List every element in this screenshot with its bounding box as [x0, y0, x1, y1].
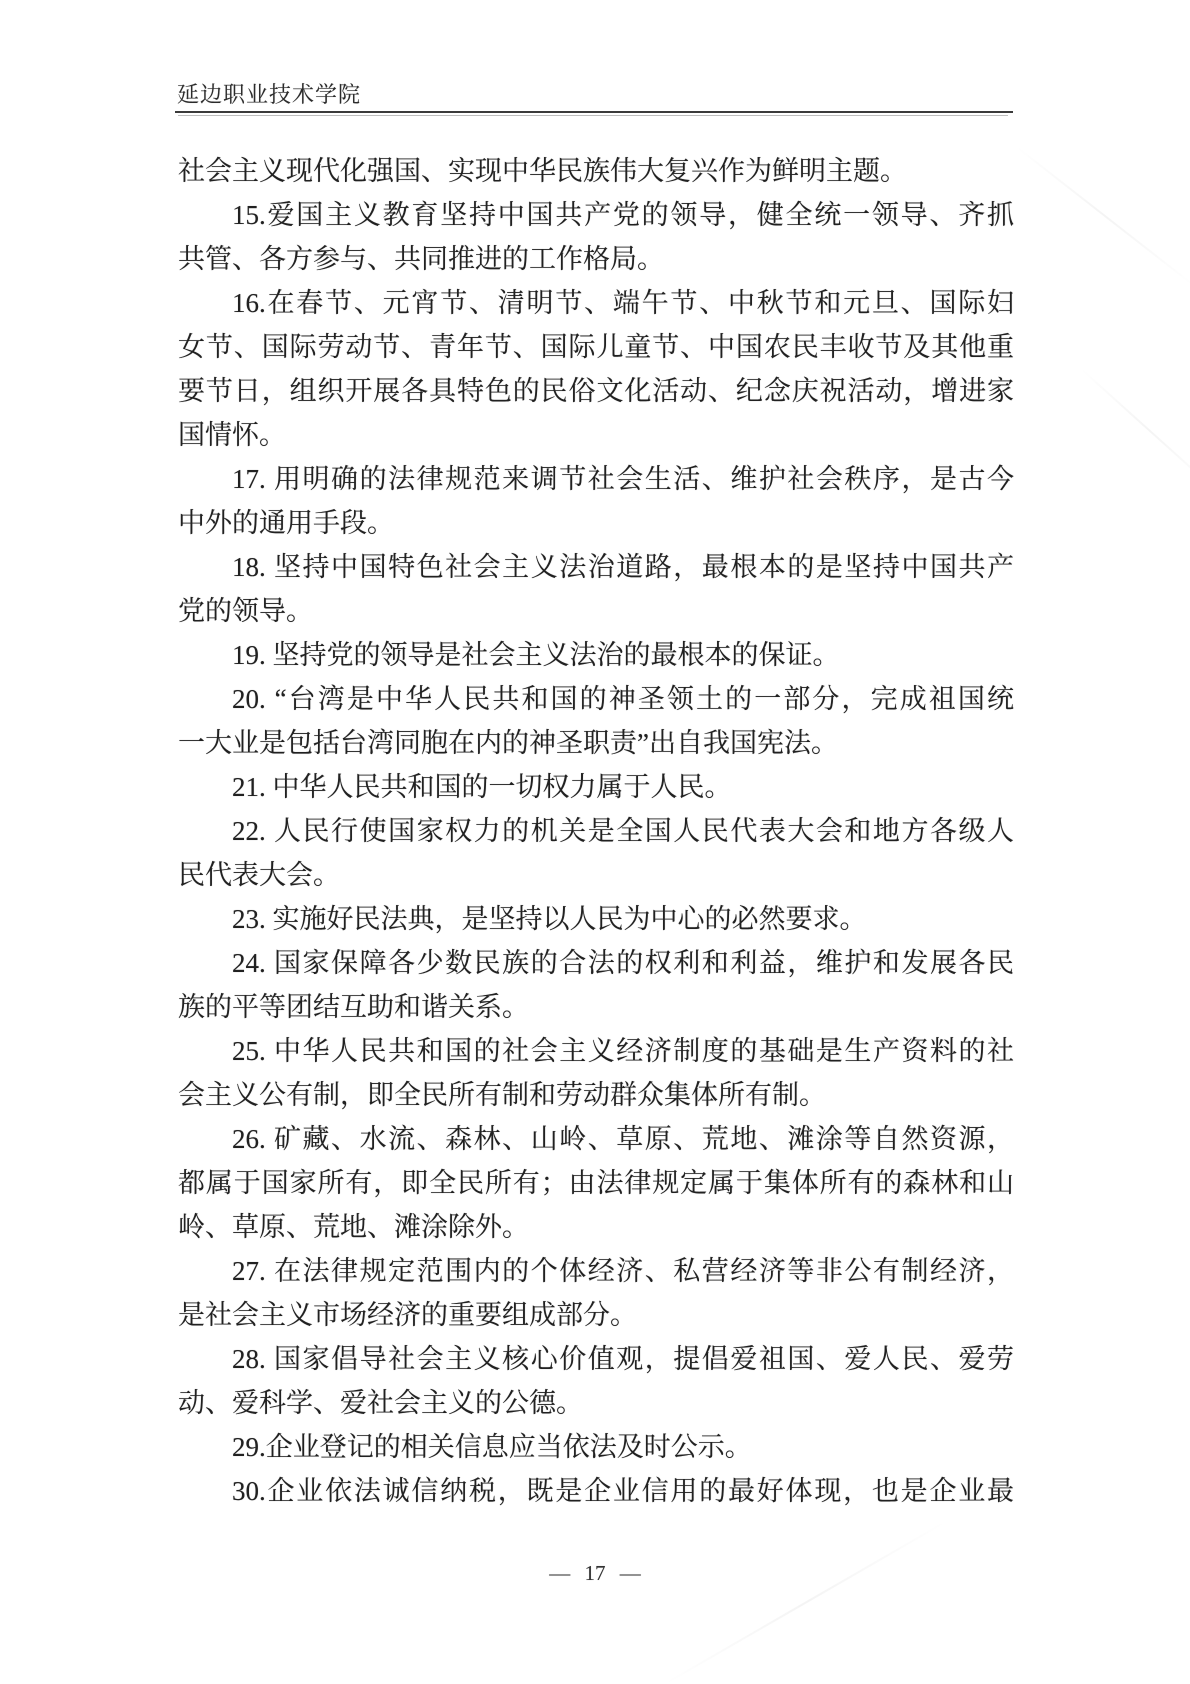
institution-name: 延边职业技术学院	[177, 82, 362, 107]
text-line: 28. 国家倡导社会主义核心价值观，提倡爱祖国、爱人民、爱劳	[232, 1344, 1014, 1374]
page-number: — 17 —	[549, 1561, 641, 1585]
text-line: 民代表大会。	[178, 860, 340, 890]
text-line: 19. 坚持党的领导是社会主义法治的最根本的保证。	[232, 640, 840, 670]
text-line: 女节、国际劳动节、青年节、国际儿童节、中国农民丰收节及其他重	[178, 332, 1014, 362]
text-line: 24. 国家保障各少数民族的合法的权利和利益，维护和发展各民	[232, 948, 1014, 978]
text-line: 党的领导。	[178, 596, 313, 626]
text-line: 22. 人民行使国家权力的机关是全国人民代表大会和地方各级人	[232, 816, 1014, 846]
scan-artifact	[1079, 367, 1190, 496]
text-line: 是社会主义市场经济的重要组成部分。	[178, 1300, 637, 1330]
text-line: 30.企业依法诚信纳税，既是企业信用的最好体现，也是企业最	[232, 1476, 1014, 1506]
text-line: 共管、各方参与、共同推进的工作格局。	[178, 244, 664, 274]
text-line: 17. 用明确的法律规范来调节社会生活、维护社会秩序，是古今	[232, 464, 1014, 494]
text-line: 都属于国家所有，即全民所有；由法律规定属于集体所有的森林和山	[178, 1168, 1014, 1198]
text-line: 一大业是包括台湾同胞在内的神圣职责”出自我国宪法。	[178, 728, 838, 758]
text-line: 国情怀。	[178, 420, 286, 450]
page-footer	[0, 1558, 1190, 1588]
text-line: 动、爱科学、爱社会主义的公德。	[178, 1388, 583, 1418]
text-line: 26. 矿藏、水流、森林、山岭、草原、荒地、滩涂等自然资源，	[232, 1124, 1014, 1154]
text-line: 岭、草原、荒地、滩涂除外。	[178, 1212, 529, 1242]
text-line: 21. 中华人民共和国的一切权力属于人民。	[232, 772, 732, 802]
text-line: 社会主义现代化强国、实现中华民族伟大复兴作为鲜明主题。	[178, 156, 907, 186]
text-line: 29.企业登记的相关信息应当依法及时公示。	[232, 1432, 752, 1462]
header-rule	[175, 111, 1013, 113]
text-line: 25. 中华人民共和国的社会主义经济制度的基础是生产资料的社	[232, 1036, 1014, 1066]
text-line: 中外的通用手段。	[178, 508, 394, 538]
text-line: 会主义公有制，即全民所有制和劳动群众集体所有制。	[178, 1080, 826, 1110]
scan-artifact	[1014, 144, 1190, 287]
text-line: 15.爱国主义教育坚持中国共产党的领导，健全统一领导、齐抓	[232, 200, 1014, 230]
text-line: 16.在春节、元宵节、清明节、端午节、中秋节和元旦、国际妇	[232, 288, 1014, 318]
document-body	[178, 149, 1014, 1513]
text-line: 20. “台湾是中华人民共和国的神圣领土的一部分，完成祖国统	[232, 684, 1014, 714]
text-line: 族的平等团结互助和谐关系。	[178, 992, 529, 1022]
text-line: 23. 实施好民法典，是坚持以人民为中心的必然要求。	[232, 904, 867, 934]
text-line: 要节日，组织开展各具特色的民俗文化活动、纪念庆祝活动，增进家	[178, 376, 1014, 406]
text-line: 18. 坚持中国特色社会主义法治道路，最根本的是坚持中国共产	[232, 552, 1014, 582]
text-line: 27. 在法律规定范围内的个体经济、私营经济等非公有制经济，	[232, 1256, 1014, 1286]
scan-artifact	[662, 1520, 949, 1684]
